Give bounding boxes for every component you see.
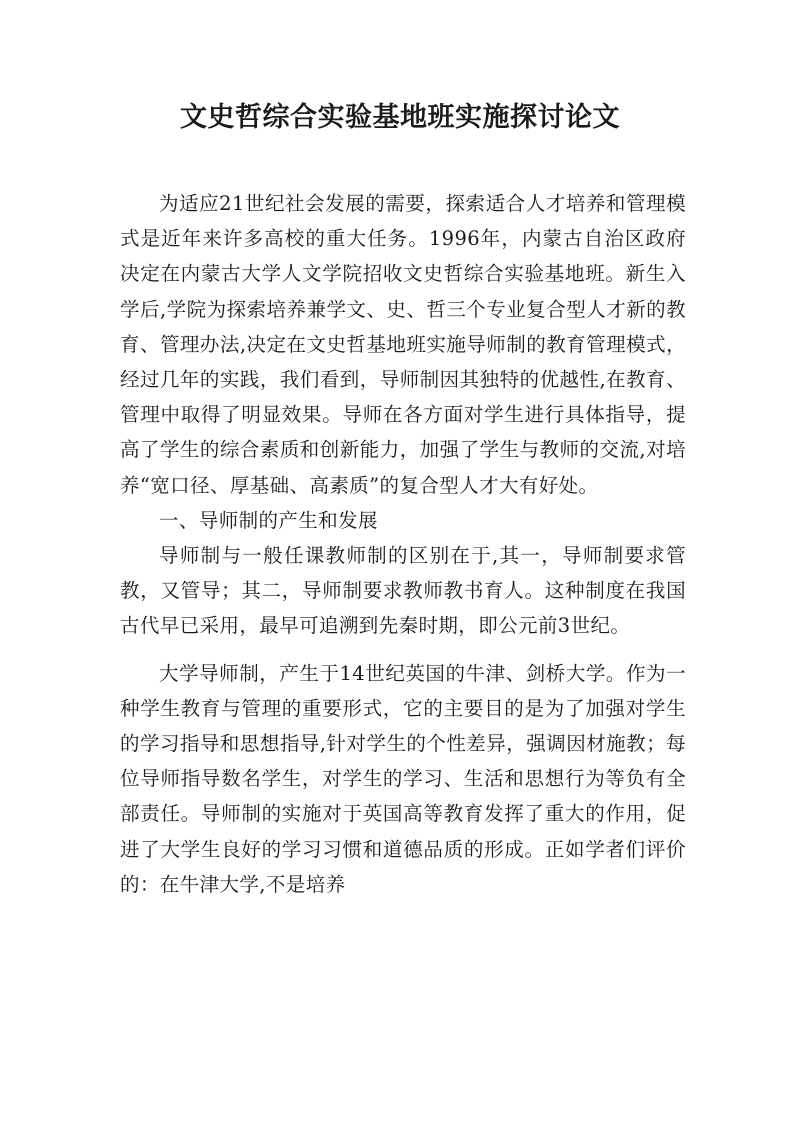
paragraph-intro: 为适应21世纪社会发展的需要，探索适合人才培养和管理模式是近年来许多高校的重大任务。1996年，内蒙古自治区政府决定在内蒙古大学人文学院招收文史哲综合实验基地班。新生入学后,学院为探索培养兼学文、史、哲三个专业复合型人才新的教育、管理办法,决定在文史哲基地班实施导师制的教育管理模式，经过几年的实践，我们看到，导师制因其独特的优越性,在教育、管理中取得了明显效果。导师在各方面对学生进行具体指导，提高了学生的综合素质和创新能力，加强了学生与教师的交流,对培养“宽口径、厚基础、高素质”的复合型人才大有好处。 [120, 192, 686, 497]
document-body [120, 186, 686, 902]
paragraph-history: 大学导师制，产生于14世纪英国的牛津、剑桥大学。作为一种学生教育与管理的重要形式，它的主要目的是为了加强对学生的学习指导和思想指导,针对学生的个性差异，强调因材施教；每位导师指导数名学生，对学生的学习、生活和思想行为等负有全部责任。导师制的实施对于英国高等教育发挥了重大的作用，促进了大学生良好的学习习惯和道德品质的形成。正如学者们评价的：在牛津大学,不是培养 [120, 661, 686, 896]
document-title: 文史哲综合实验基地班实施探讨论文 [180, 102, 620, 133]
section-heading: 一、导师制的产生和发展 [159, 508, 378, 532]
paragraph-definition: 导师制与一般任课教师制的区别在于,其一，导师制要求管教，又管导；其二，导师制要求教师教书育人。这种制度在我国古代早已采用，最早可追溯到先秦时期，即公元前3世纪。 [120, 544, 686, 638]
